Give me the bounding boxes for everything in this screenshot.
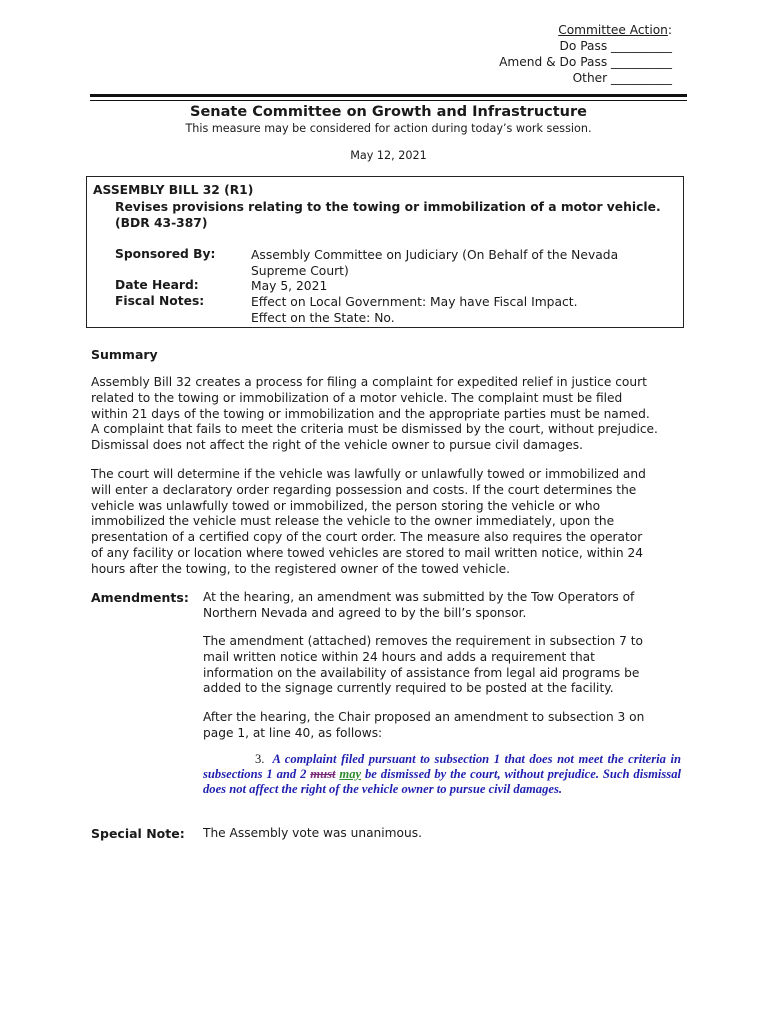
amend-do-pass-line: Amend & Do Pass __________ bbox=[499, 55, 672, 69]
amendments-paragraph-1 bbox=[203, 590, 683, 622]
text-line: At the hearing, an amendment was submitted by the Tow Operators of bbox=[203, 590, 635, 604]
measure-note: This measure may be considered for action during today’s work session. bbox=[185, 122, 592, 135]
text-line: mail written notice within 24 hours and adds a requirement that bbox=[203, 649, 595, 664]
text-line: presentation of a certified copy of the court order. The measure also requires the operator bbox=[91, 530, 643, 545]
proposed-amendment-text bbox=[203, 752, 681, 798]
date-heard-label: Date Heard: bbox=[115, 278, 199, 292]
amendment-text-part: be dismissed by the court, without prejudice. Such dismissal does not affect the right of the vehicle owner to pursue civil damages. bbox=[203, 767, 681, 797]
text-line: within 21 days of the towing or immobilization and the appropriate parties must be named. bbox=[91, 406, 650, 421]
subsection-number: 3. bbox=[255, 752, 265, 766]
text-line: page 1, at line 40, as follows: bbox=[203, 725, 383, 740]
bill-info-box bbox=[86, 176, 684, 328]
text-line: Northern Nevada and agreed to by the bill’s sponsor. bbox=[203, 605, 527, 620]
text-line: added to the signage currently required to be posted at the facility. bbox=[203, 681, 614, 696]
text-line: Dismissal does not affect the right of the vehicle owner to pursue civil damages. bbox=[91, 438, 583, 453]
text-line: immobilized the vehicle must release the vehicle to the owner immediately, upon the bbox=[91, 514, 615, 529]
header-rule-thick bbox=[90, 94, 687, 97]
text-line: A complaint that fails to meet the criteria must be dismissed by the court, without prejudice. bbox=[91, 422, 658, 437]
text-line: information on the availability of assistance from legal aid programs be bbox=[203, 665, 640, 680]
date-heard-value: May 5, 2021 bbox=[251, 279, 328, 293]
sponsored-label: Sponsored By: bbox=[115, 247, 216, 261]
sponsored-value-line: Assembly Committee on Judiciary (On Behalf of the Nevada bbox=[251, 248, 619, 262]
committee-action-block bbox=[499, 22, 672, 86]
header-rule-thin bbox=[90, 100, 687, 101]
fiscal-notes-label: Fiscal Notes: bbox=[115, 294, 205, 308]
bill-description-line: Revises provisions relating to the towing or immobilization of a motor vehicle. bbox=[115, 200, 661, 214]
fiscal-local: Effect on Local Government: May have Fiscal Impact. bbox=[251, 295, 578, 309]
sponsored-value-line: Supreme Court) bbox=[251, 264, 349, 278]
bill-bdr: (BDR 43-387) bbox=[115, 216, 208, 230]
summary-paragraph-2 bbox=[91, 467, 691, 578]
inserted-word: may bbox=[339, 767, 362, 782]
text-line: of any facility or location where towed vehicles are stored to mail written notice, within 24 bbox=[91, 545, 643, 560]
committee-title: Senate Committee on Growth and Infrastructure bbox=[190, 104, 587, 120]
sponsored-value bbox=[251, 247, 671, 279]
summary-paragraph-1 bbox=[91, 375, 691, 454]
text-line: will enter a declaratory order regarding possession and costs. If the court determines the bbox=[91, 482, 637, 497]
other-line: Other __________ bbox=[572, 71, 672, 85]
fiscal-notes-value bbox=[251, 294, 671, 326]
amendments-paragraph-3 bbox=[203, 710, 683, 742]
text-line: vehicle was unlawfully towed or immobilized, the person storing the vehicle or who bbox=[91, 498, 601, 513]
committee-action-colon: : bbox=[667, 23, 672, 37]
struck-word: must bbox=[310, 767, 336, 782]
fiscal-state: Effect on the State: No. bbox=[251, 311, 395, 325]
committee-action-heading bbox=[499, 22, 672, 38]
amendment-text-part: A complaint filed pursuant to subsection 1 that does not meet the criteria in subsections 1 and 2 bbox=[203, 752, 681, 782]
text-line: The court will determine if the vehicle was lawfully or unlawfully towed or immobilized and bbox=[91, 467, 646, 481]
committee-action-title: Committee Action bbox=[558, 23, 668, 37]
text-line: Assembly Bill 32 creates a process for filing a complaint for expedited relief in justice court bbox=[91, 375, 647, 389]
amendments-label: Amendments: bbox=[91, 590, 189, 605]
text-line: The amendment (attached) removes the requirement in subsection 7 to bbox=[203, 634, 644, 648]
bill-id: ASSEMBLY BILL 32 (R1) bbox=[93, 183, 254, 197]
special-note-text: The Assembly vote was unanimous. bbox=[203, 826, 422, 840]
text-line: After the hearing, the Chair proposed an amendment to subsection 3 on bbox=[203, 710, 645, 724]
bill-description bbox=[115, 199, 680, 231]
amendments-paragraph-2 bbox=[203, 634, 683, 697]
text-line: related to the towing or immobilization of a motor vehicle. The complaint must be filed bbox=[91, 390, 623, 405]
special-note-label: Special Note: bbox=[91, 826, 185, 841]
session-date: May 12, 2021 bbox=[350, 149, 427, 162]
do-pass-line: Do Pass __________ bbox=[559, 39, 672, 53]
summary-heading: Summary bbox=[91, 347, 158, 362]
text-line: hours after the towing, to the registered owner of the towed vehicle. bbox=[91, 561, 510, 576]
